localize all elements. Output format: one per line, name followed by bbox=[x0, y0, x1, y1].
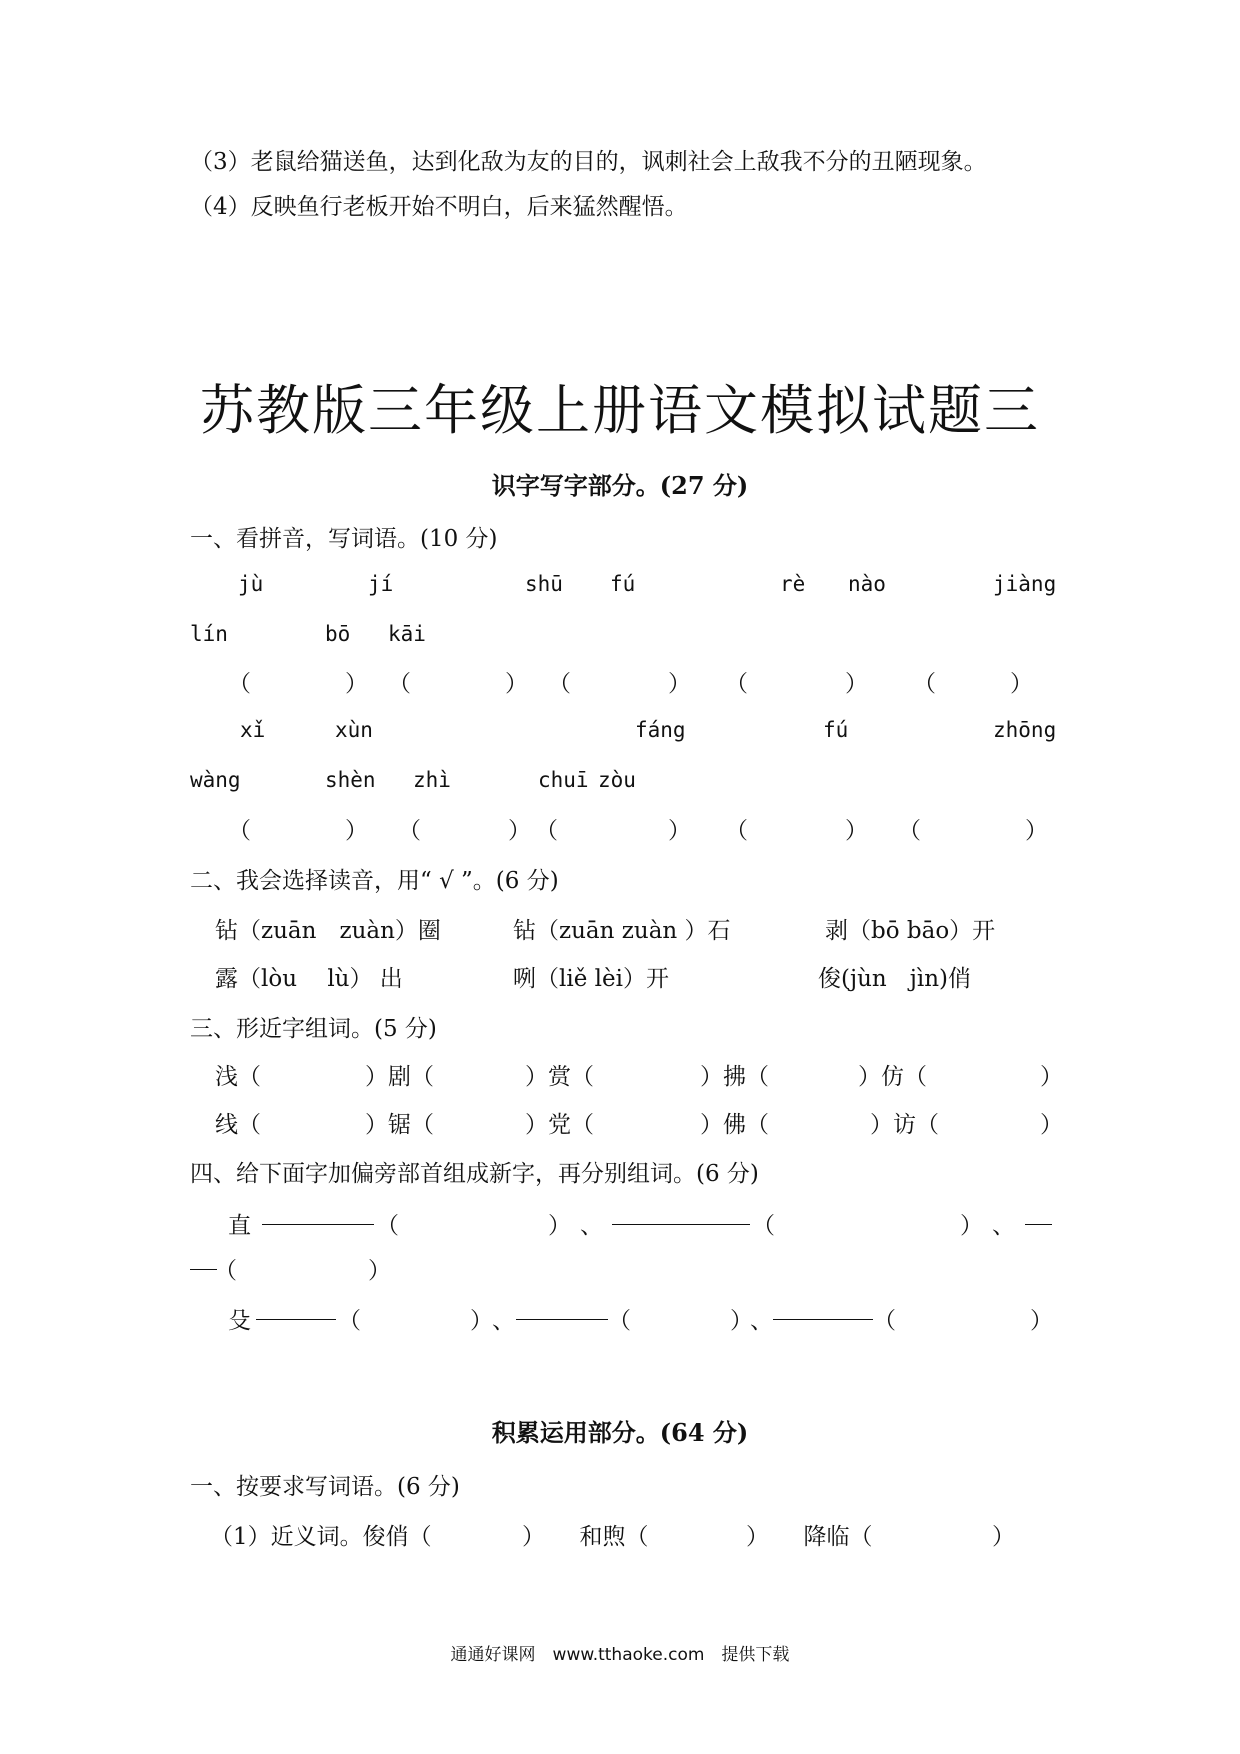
similar-char-cell: ）拂（ bbox=[700, 1064, 769, 1090]
separator: 、 bbox=[992, 1213, 1015, 1239]
pinyin: fú bbox=[823, 718, 849, 742]
pinyin: zhōng bbox=[993, 718, 1057, 742]
pronunciation-choice: 咧（liě lèi）开 bbox=[513, 966, 669, 992]
answer-blank[interactable] bbox=[1025, 1210, 1052, 1225]
similar-char-cell: ）剧（ bbox=[365, 1064, 434, 1090]
pinyin: bō bbox=[325, 622, 351, 646]
answer-blank[interactable] bbox=[773, 1305, 873, 1320]
answer-paren-close: ） bbox=[668, 671, 691, 697]
pinyin: zhì bbox=[413, 768, 451, 792]
answer-paren-open: （ bbox=[873, 1308, 896, 1334]
question-2-label: 二、我会选择读音，用“ √ ”。(6 分) bbox=[190, 868, 559, 894]
pinyin: kāi bbox=[388, 622, 426, 646]
pinyin: shèn bbox=[325, 768, 376, 792]
similar-char-cell: ） bbox=[1040, 1064, 1063, 1090]
separator: 、 bbox=[492, 1308, 515, 1334]
answer-paren-open: （ bbox=[725, 671, 748, 697]
pinyin: fú bbox=[610, 572, 636, 596]
page-title: 苏教版三年级上册语文模拟试题三 bbox=[200, 379, 1040, 442]
answer-paren-close: ） bbox=[345, 671, 368, 697]
answer-paren-open: （ bbox=[398, 818, 421, 844]
answer-paren-open: （ bbox=[338, 1308, 361, 1334]
synonym-prompt: （1）近义词。俊俏（ bbox=[210, 1524, 432, 1550]
answer-paren-open: （ bbox=[228, 818, 251, 844]
pinyin: jí bbox=[368, 572, 394, 596]
similar-char-cell: ）党（ bbox=[525, 1112, 594, 1138]
question-4-label: 四、给下面字加偏旁部首组成新字，再分别组词。(6 分) bbox=[190, 1161, 759, 1187]
answer-paren-open: （ bbox=[535, 818, 558, 844]
question-3-label: 三、形近字组词。(5 分) bbox=[190, 1016, 437, 1042]
answer-paren-open: （ bbox=[725, 818, 748, 844]
similar-char-cell: ）佛（ bbox=[700, 1112, 769, 1138]
answer-blank[interactable] bbox=[262, 1210, 374, 1225]
answer-paren-close: ） bbox=[960, 1213, 983, 1239]
pinyin: shū bbox=[525, 572, 563, 596]
radical-char: 殳 bbox=[228, 1308, 251, 1334]
pinyin: jù bbox=[238, 572, 264, 596]
answer-paren-close: ） bbox=[1025, 818, 1048, 844]
answer-paren-close: ） bbox=[508, 818, 531, 844]
answer-paren-close: ） bbox=[668, 818, 691, 844]
pinyin: rè bbox=[780, 572, 806, 596]
separator: 、 bbox=[580, 1213, 603, 1239]
pronunciation-choice: 钻（zuān zuàn）圈 bbox=[215, 918, 441, 944]
answer-paren-close: ） bbox=[845, 818, 868, 844]
pinyin: chuī bbox=[538, 768, 589, 792]
similar-char-cell: ）仿（ bbox=[858, 1064, 927, 1090]
similar-char-cell: ）锯（ bbox=[365, 1112, 434, 1138]
answer-blank[interactable] bbox=[516, 1305, 608, 1320]
synonym-prompt: ） bbox=[992, 1524, 1015, 1550]
similar-char-cell: 浅（ bbox=[215, 1064, 261, 1090]
pinyin: zòu bbox=[598, 768, 636, 792]
pinyin: wàng bbox=[190, 768, 241, 792]
answer-paren-open: （ bbox=[898, 818, 921, 844]
answer-paren-open: （ bbox=[376, 1213, 399, 1239]
answer-paren-open: （ bbox=[388, 671, 411, 697]
answer-paren-close: ） bbox=[1030, 1308, 1053, 1334]
answer-paren-open: （ bbox=[228, 671, 251, 697]
answer-paren-close: ） bbox=[845, 671, 868, 697]
answer-blank[interactable] bbox=[190, 1255, 217, 1270]
answer-paren-close: ） bbox=[345, 818, 368, 844]
pronunciation-choice: 露（lòu lù） 出 bbox=[215, 966, 403, 992]
answer-paren-open: （ bbox=[548, 671, 571, 697]
answer-paren-close: ） bbox=[470, 1308, 493, 1334]
top-item-3: （3）老鼠给猫送鱼，达到化敌为友的目的，讽刺社会上敌我不分的丑陋现象。 bbox=[190, 149, 987, 175]
similar-char-cell: ）访（ bbox=[870, 1112, 939, 1138]
synonym-prompt: ） 和煦（ bbox=[522, 1524, 649, 1550]
answer-blank[interactable] bbox=[612, 1210, 750, 1225]
answer-paren-close: ） bbox=[505, 671, 528, 697]
section-heading-accumulation: 积累运用部分。(64 分) bbox=[491, 1418, 749, 1447]
pinyin: fáng bbox=[635, 718, 686, 742]
answer-paren-open: （ bbox=[752, 1213, 775, 1239]
answer-paren-open: （ bbox=[913, 671, 936, 697]
pinyin: nào bbox=[848, 572, 886, 596]
pinyin: jiàng bbox=[993, 572, 1057, 596]
pinyin: xǐ bbox=[240, 718, 266, 742]
similar-char-cell: ）赏（ bbox=[525, 1064, 594, 1090]
footer-credit: 通通好课网 www.tthaoke.com 提供下载 bbox=[450, 1645, 790, 1665]
question-1-label: 一、按要求写词语。(6 分) bbox=[190, 1474, 460, 1500]
pinyin: lín bbox=[190, 622, 228, 646]
answer-paren-open: （ bbox=[214, 1258, 237, 1284]
answer-paren-close: ） bbox=[368, 1258, 391, 1284]
separator: 、 bbox=[750, 1308, 773, 1334]
pronunciation-choice: 剥（bō bāo）开 bbox=[825, 918, 996, 944]
answer-paren-close: ） bbox=[1010, 671, 1033, 697]
pinyin: xùn bbox=[335, 718, 373, 742]
answer-paren-close: ） bbox=[730, 1308, 753, 1334]
similar-char-cell: 线（ bbox=[215, 1112, 261, 1138]
answer-paren-close: ） bbox=[548, 1213, 571, 1239]
answer-blank[interactable] bbox=[256, 1305, 336, 1320]
question-1-label: 一、看拼音，写词语。(10 分) bbox=[190, 526, 498, 552]
pronunciation-choice: 俊(jùn jìn)俏 bbox=[818, 966, 972, 992]
section-heading-literacy: 识字写字部分。(27 分) bbox=[491, 471, 749, 500]
synonym-prompt: ） 降临（ bbox=[746, 1524, 873, 1550]
answer-paren-open: （ bbox=[608, 1308, 631, 1334]
top-item-4: （4）反映鱼行老板开始不明白，后来猛然醒悟。 bbox=[190, 194, 688, 220]
radical-char: 直 bbox=[228, 1213, 251, 1239]
similar-char-cell: ） bbox=[1040, 1112, 1063, 1138]
pronunciation-choice: 钻（zuān zuàn ）石 bbox=[513, 918, 731, 944]
